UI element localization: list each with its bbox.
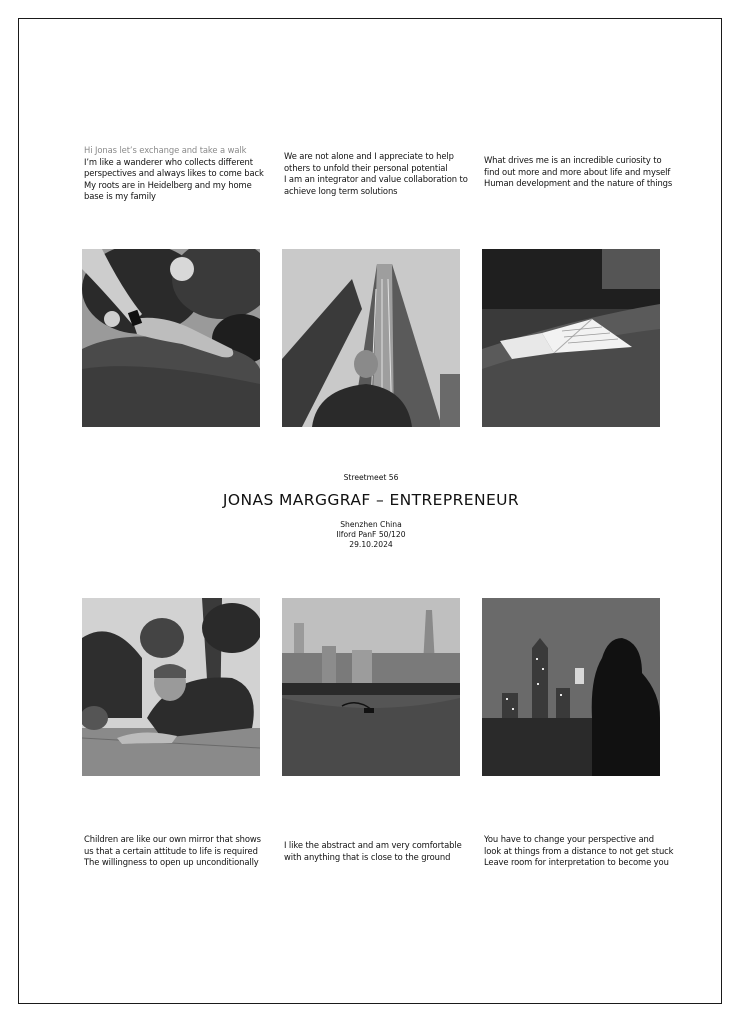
photo-hand-on-rock [82, 249, 260, 427]
caption-line: others to unfold their personal potential [284, 162, 448, 173]
page-title: JONAS MARGGRAF – ENTREPRENEUR [222, 491, 520, 509]
photo-lying-portrait [82, 598, 260, 776]
caption-line: find out more and more about life and myself [484, 166, 671, 177]
caption-line: us that a certain attitude to life is required [84, 845, 258, 856]
caption-line: base is my family [84, 191, 156, 202]
series-label: Streetmeet 56 [343, 473, 399, 482]
caption-line: What drives me is an incredible curiosity to [484, 155, 662, 165]
photo-meta [0, 520, 742, 550]
caption-bottom-2 [284, 840, 462, 863]
caption-top-3 [484, 155, 672, 190]
caption-line: The willingness to open up unconditionally [84, 857, 259, 868]
date-label: 29.10.2024 [349, 540, 393, 549]
caption-line: achieve long term solutions [284, 185, 398, 196]
caption-line: look at things from a distance to not get stuck [484, 845, 674, 856]
caption-line: I’m like a wanderer who collects different [84, 156, 253, 167]
photo-night-silhouette [482, 598, 660, 776]
caption-intro: Hi Jonas let’s exchange and take a walk [84, 145, 247, 155]
caption-line: Children are like our own mirror that shows [84, 834, 261, 844]
location-label: Shenzhen China [340, 520, 402, 529]
caption-line: I like the abstract and am very comfortable [284, 840, 462, 850]
film-label: Ilford PanF 50/120 [336, 530, 406, 539]
photo-skyscraper-portrait [282, 249, 460, 427]
caption-line: Leave room for interpretation to become you [484, 857, 669, 868]
caption-line: perspectives and always likes to come back [84, 168, 264, 179]
caption-line: You have to change your perspective and [484, 834, 654, 844]
photo-skyline-reflection [282, 598, 460, 776]
caption-bottom-1 [84, 834, 261, 869]
caption-top-2 [284, 151, 468, 197]
caption-top-1 [84, 145, 264, 203]
photo-notebook-on-ledge [482, 249, 660, 427]
caption-line: with anything that is close to the ground [284, 851, 451, 862]
caption-bottom-3 [484, 834, 673, 869]
caption-line: Human development and the nature of things [484, 178, 673, 189]
caption-line: My roots are in Heidelberg and my home [84, 179, 252, 190]
caption-line: I am an integrator and value collaboration to [284, 174, 468, 185]
caption-line: We are not alone and I appreciate to help [284, 151, 454, 161]
